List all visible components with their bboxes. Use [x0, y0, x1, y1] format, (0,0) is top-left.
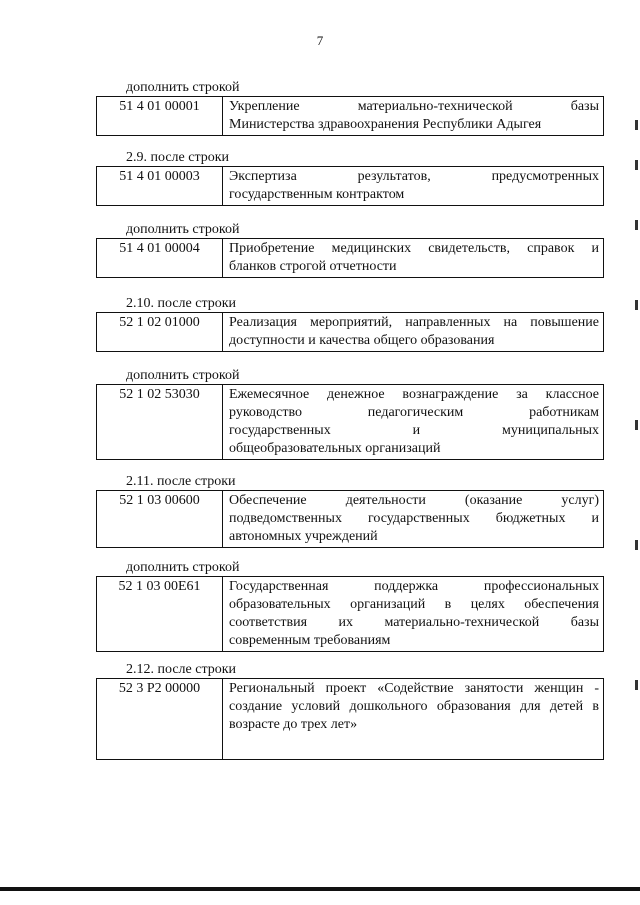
budget-code: 52 1 03 00600 [97, 491, 223, 547]
description-line: бланков строгой отчетности [229, 259, 397, 274]
description-line: доступности и качества общего образования [229, 333, 495, 348]
section-label: 2.9. после строки [126, 150, 230, 165]
description [223, 385, 603, 459]
description-line: автономных учреждений [229, 529, 378, 544]
description-line: Обеспечение деятельности (оказание услуг) [229, 493, 599, 508]
table-row [96, 678, 604, 760]
section-label: дополнить строкой [126, 560, 240, 575]
budget-code: 51 4 01 00004 [97, 239, 223, 277]
budget-code: 51 4 01 00001 [97, 97, 223, 135]
section-7 [96, 560, 604, 652]
section-label: 2.11. после строки [126, 474, 236, 489]
table-row [96, 312, 604, 352]
table-row [96, 490, 604, 548]
scan-edge-marks [635, 120, 638, 820]
description-line: Государственная поддержка профессиональных [229, 579, 599, 594]
budget-code: 51 4 01 00003 [97, 167, 223, 205]
section-label: 2.12. после строки [126, 662, 237, 677]
description-line: руководство педагогическим работникам [229, 405, 599, 420]
section-label: дополнить строкой [126, 368, 240, 383]
description-line: современным требованиям [229, 633, 391, 648]
description-line: подведомственных государственных бюджетных и [229, 511, 599, 526]
description-line: общеобразовательных организаций [229, 441, 441, 456]
budget-code: 52 1 03 00Е61 [97, 577, 223, 651]
description [223, 679, 603, 759]
section-8 [96, 662, 604, 760]
description-line: Укрепление материально-технической базы [229, 99, 599, 114]
section-4 [96, 296, 604, 352]
description-line: государственных и муниципальных [229, 423, 599, 438]
description-line: Министерства здравоохранения Республики Адыгея [229, 117, 542, 132]
description-line: Ежемесячное денежное вознаграждение за классное [229, 387, 599, 402]
table-row [96, 166, 604, 206]
table-row [96, 576, 604, 652]
description [223, 239, 603, 277]
section-label: дополнить строкой [126, 80, 240, 95]
description-line: Приобретение медицинских свидетельств, справок и [229, 241, 599, 256]
description-line: Региональный проект «Содействие занятости женщин - [229, 681, 599, 696]
section-5 [96, 368, 604, 460]
budget-code: 52 1 02 01000 [97, 313, 223, 351]
description [223, 313, 603, 351]
budget-code: 52 3 P2 00000 [97, 679, 223, 759]
description [223, 167, 603, 205]
description-line: государственным контрактом [229, 187, 405, 202]
description-line: Экспертиза результатов, предусмотренных [229, 169, 599, 184]
section-6 [96, 474, 604, 548]
budget-code: 52 1 02 53030 [97, 385, 223, 459]
description [223, 97, 603, 135]
description [223, 491, 603, 547]
description-line: соответствия их материально-технической базы [229, 615, 599, 630]
description-line: Реализация мероприятий, направленных на повышение [229, 315, 599, 330]
section-label: дополнить строкой [126, 222, 240, 237]
table-row [96, 384, 604, 460]
table-row [96, 238, 604, 278]
section-label: 2.10. после строки [126, 296, 237, 311]
description [223, 577, 603, 651]
description-line: возрасте до трех лет» [229, 717, 358, 732]
section-1 [96, 80, 604, 136]
description-line: создание условий дошкольного образования для детей в [229, 699, 599, 714]
section-3 [96, 222, 604, 278]
scan-bottom-border [0, 887, 640, 891]
page-number: 7 [316, 33, 324, 48]
description-line: образовательных организаций в целях обеспечения [229, 597, 599, 612]
table-row [96, 96, 604, 136]
section-2 [96, 150, 604, 206]
